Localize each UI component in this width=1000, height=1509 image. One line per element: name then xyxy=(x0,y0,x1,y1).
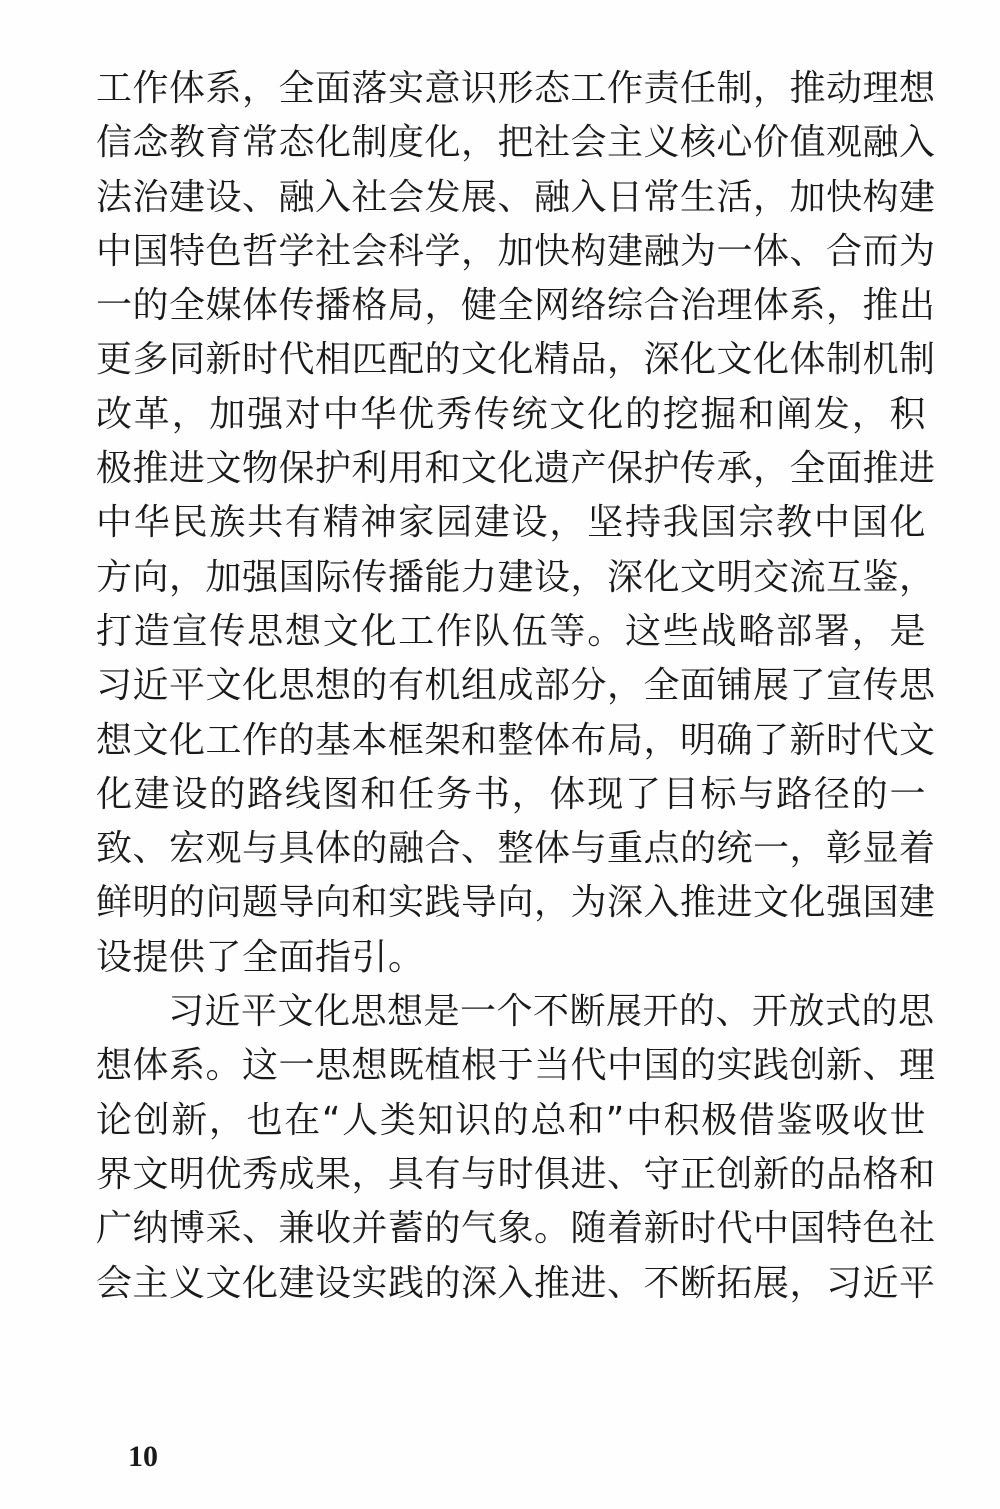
text-line: 方向，加强国际传播能力建设，深化文明交流互鉴， xyxy=(96,556,936,598)
text-line: 更多同新时代相匹配的文化精品，深化文化体制机制 xyxy=(96,339,936,381)
text-line: 致、宏观与具体的融合、整体与重点的统一，彰显着 xyxy=(96,828,936,870)
text-line: 鲜明的问题导向和实践导向，为深入推进文化强国建 xyxy=(96,882,936,924)
text-line: 信念教育常态化制度化，把社会主义核心价值观融入 xyxy=(96,122,936,164)
text-line: 化建设的路线图和任务书，体现了目标与路径的一 xyxy=(96,773,926,815)
body-text xyxy=(96,62,936,1311)
paragraph-1 xyxy=(96,62,936,985)
text-line: 打造宣传思想文化工作队伍等。这些战略部署，是 xyxy=(96,610,926,652)
text-line: 一的全媒体传播格局，健全网络综合治理体系，推出 xyxy=(96,285,936,327)
text-line: 论创新，也在“人类知识的总和”中积极借鉴吸收世 xyxy=(96,1099,926,1141)
text-line: 想文化工作的基本框架和整体布局，明确了新时代文 xyxy=(96,719,936,761)
text-line: 习近平文化思想是一个不断展开的、开放式的思 xyxy=(168,991,935,1033)
text-line: 工作体系，全面落实意识形态工作责任制，推动理想 xyxy=(96,68,936,109)
text-line: 设提供了全面指引。 xyxy=(96,936,425,978)
text-line: 会主义文化建设实践的深入推进、不断拓展，习近平 xyxy=(96,1262,936,1304)
text-line: 广纳博采、兼收并蓄的气象。随着新时代中国特色社 xyxy=(96,1208,936,1250)
text-line: 想体系。这一思想既植根于当代中国的实践创新、理 xyxy=(96,1045,936,1087)
paragraph-2 xyxy=(96,985,936,1311)
text-line: 极推进文物保护利用和文化遗产保护传承，全面推进 xyxy=(96,448,936,490)
text-line: 习近平文化思想的有机组成部分，全面铺展了宣传思 xyxy=(96,665,936,707)
text-line: 法治建设、融入社会发展、融入日常生活，加快构建 xyxy=(96,176,936,218)
text-line: 界文明优秀成果，具有与时俱进、守正创新的品格和 xyxy=(96,1153,936,1195)
page-number: 10 xyxy=(128,1440,158,1473)
text-line: 改革，加强对中华优秀传统文化的挖掘和阐发，积 xyxy=(96,393,926,435)
text-line: 中国特色哲学社会科学，加快构建融为一体、合而为 xyxy=(96,230,936,272)
text-line: 中华民族共有精神家园建设，坚持我国宗教中国化 xyxy=(96,502,926,544)
